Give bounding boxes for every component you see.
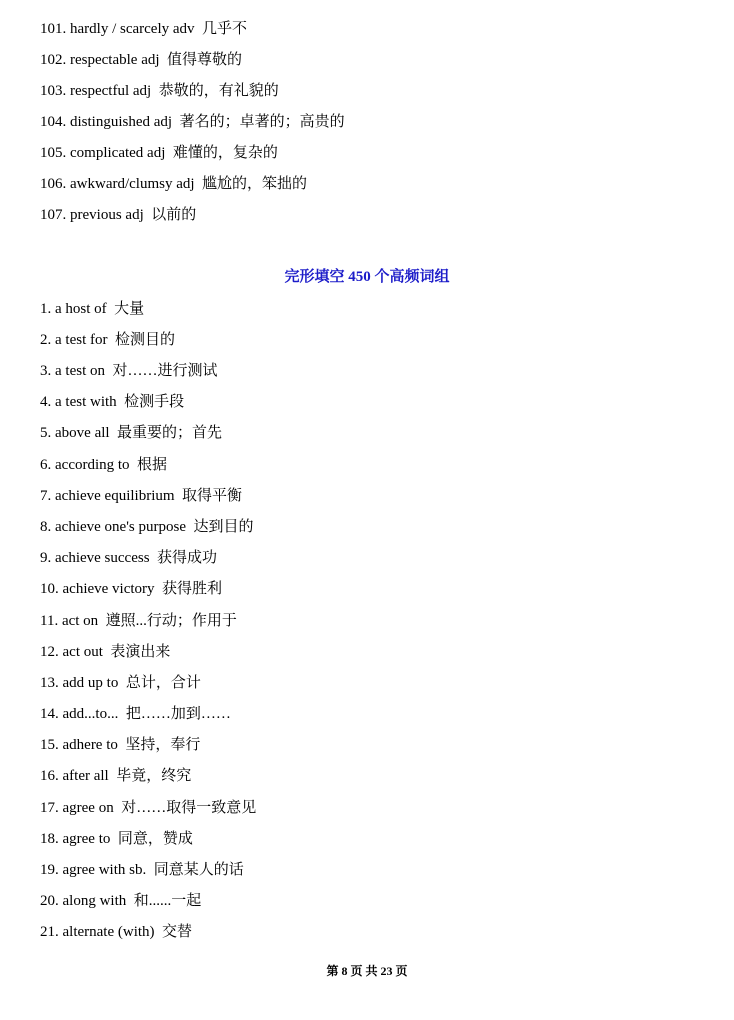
list-item: 15. adhere to 坚持，奉行	[40, 737, 201, 753]
list-item: 6. according to 根据	[40, 457, 168, 473]
list-item: 104. distinguished adj 著名的；卓著的；高贵的	[40, 114, 345, 130]
list-item: 4. a test with 检测手段	[40, 394, 185, 410]
list-item: 17. agree on 对……取得一致意见	[40, 800, 257, 816]
list-item: 2. a test for 检测目的	[40, 332, 175, 348]
page-footer: 第 8 页 共 23 页	[326, 964, 408, 978]
list-item: 106. awkward/clumsy adj 尴尬的，笨拙的	[40, 176, 308, 192]
section-title: 完形填空 450 个高频词组	[284, 269, 450, 285]
list-item: 20. along with 和......一起	[40, 893, 202, 909]
list-item: 8. achieve one's purpose 达到目的	[40, 519, 254, 535]
list-item: 9. achieve success 获得成功	[40, 550, 218, 566]
list-item: 19. agree with sb. 同意某人的话	[40, 862, 244, 878]
list-item: 12. act out 表演出来	[40, 644, 171, 660]
list-item: 14. add...to... 把……加到……	[40, 706, 231, 722]
list-item: 16. after all 毕竟，终究	[40, 768, 192, 784]
list-item: 5. above all 最重要的；首先	[40, 425, 223, 441]
list-item: 11. act on 遵照...行动；作用于	[40, 613, 237, 629]
list-item: 13. add up to 总计，合计	[40, 675, 201, 691]
list-item: 105. complicated adj 难懂的，复杂的	[40, 145, 278, 161]
list-item: 10. achieve victory 获得胜利	[40, 581, 223, 597]
list-item: 18. agree to 同意，赞成	[40, 831, 193, 847]
list-item: 7. achieve equilibrium 取得平衡	[40, 488, 243, 504]
list-item: 21. alternate (with) 交替	[40, 924, 193, 940]
list-item: 3. a test on 对……进行测试	[40, 363, 218, 379]
list-item: 103. respectful adj 恭敬的，有礼貌的	[40, 83, 279, 99]
list-item: 1. a host of 大量	[40, 301, 145, 317]
list-item: 101. hardly / scarcely adv 几乎不	[40, 21, 248, 37]
list-item: 102. respectable adj 值得尊敬的	[40, 52, 243, 68]
list-item: 107. previous adj 以前的	[40, 207, 197, 223]
